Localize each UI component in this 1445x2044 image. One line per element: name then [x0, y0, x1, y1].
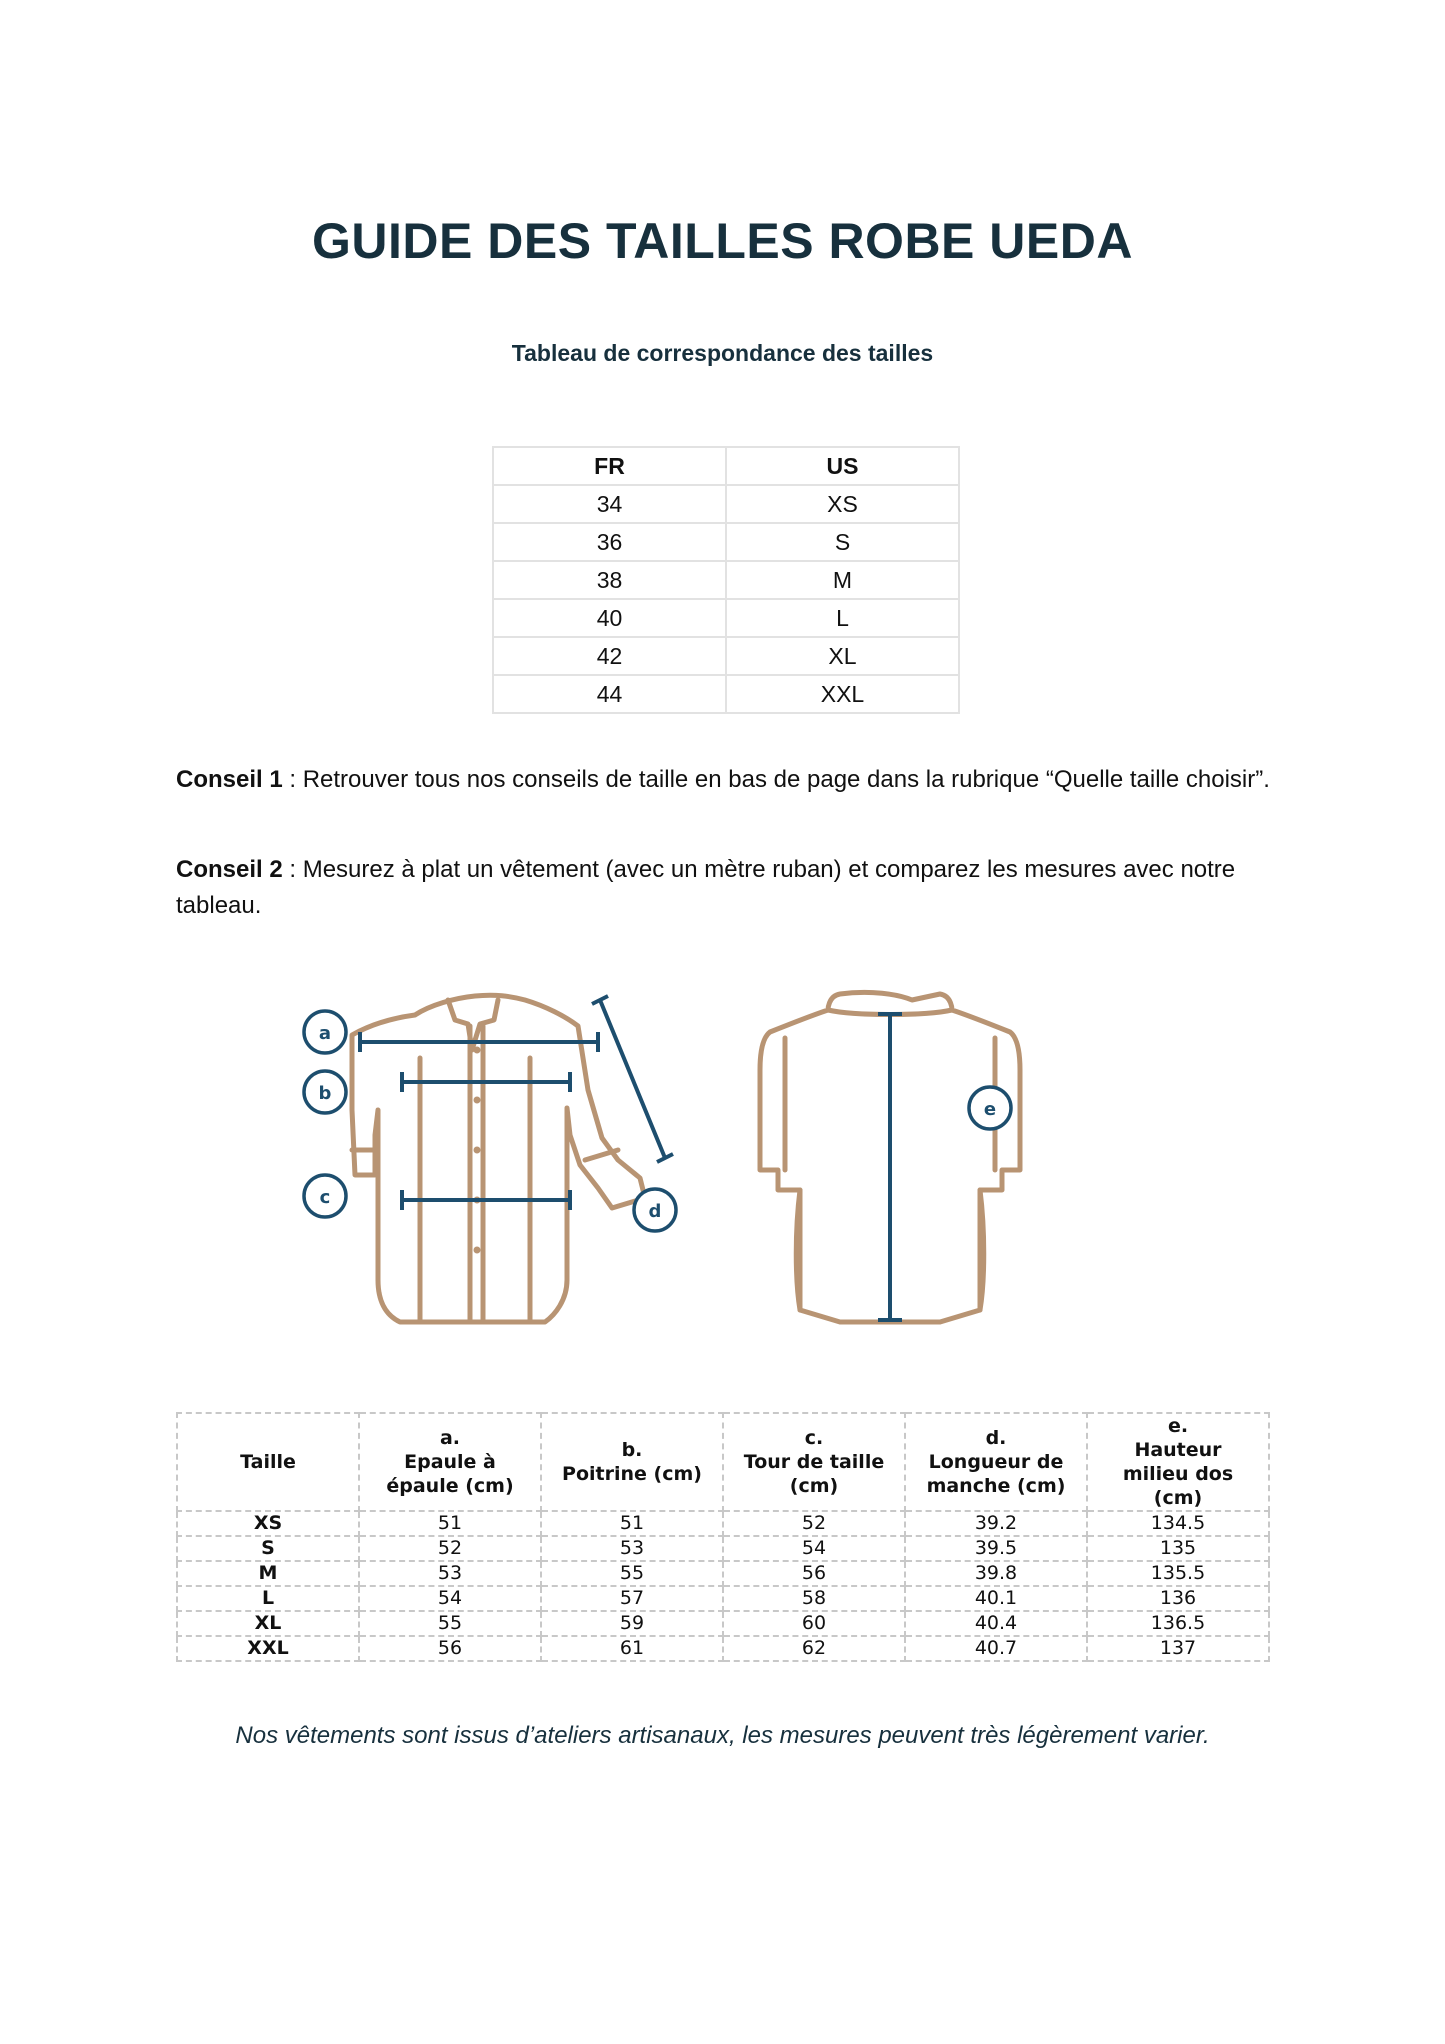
cell-c: 60 [723, 1611, 905, 1636]
table-row [493, 637, 959, 675]
table-header-row [493, 447, 959, 485]
header-taille [177, 1413, 359, 1511]
cell-d: 39.5 [905, 1536, 1087, 1561]
correspondence-table [492, 446, 960, 714]
cell-taille: XS [177, 1511, 359, 1536]
cell-a: 55 [359, 1611, 541, 1636]
marker-d-label: d [648, 1201, 662, 1222]
cell-e: 136 [1087, 1586, 1269, 1611]
header-tour-taille-text: c. Tour de taille (cm) [743, 1427, 885, 1497]
cell-b: 61 [541, 1636, 723, 1661]
marker-b-icon [304, 1071, 346, 1113]
cell-us: L [726, 599, 959, 637]
size-measurements-table [176, 1412, 1270, 1662]
header-poitrine [541, 1413, 723, 1511]
front-buttons [474, 1047, 481, 1254]
cell-e: 135 [1087, 1536, 1269, 1561]
advice-1-text: : Retrouver tous nos conseils de taille en bas de page dans la rubrique “Quelle taille choisir”. [282, 766, 1270, 793]
cell-taille: M [177, 1561, 359, 1586]
table-row [493, 599, 959, 637]
marker-e-label: e [983, 1099, 997, 1120]
cell-taille: XXL [177, 1636, 359, 1661]
front-measure-lines [360, 996, 673, 1210]
marker-c-label: c [319, 1187, 331, 1208]
cell-taille: L [177, 1586, 359, 1611]
cell-us: XS [726, 485, 959, 523]
marker-c-icon [304, 1175, 346, 1217]
cell-c: 58 [723, 1586, 905, 1611]
correspondence-subtitle: Tableau de correspondance des tailles [511, 340, 934, 366]
table-row [177, 1561, 1269, 1586]
cell-fr: 36 [493, 523, 726, 561]
cell-fr: 42 [493, 637, 726, 675]
header-longueur-manche [905, 1413, 1087, 1511]
marker-d-icon [634, 1189, 676, 1231]
cell-d: 39.8 [905, 1561, 1087, 1586]
cell-us: S [726, 523, 959, 561]
cell-a: 53 [359, 1561, 541, 1586]
cell-c: 52 [723, 1511, 905, 1536]
cell-us: M [726, 561, 959, 599]
cell-e: 135.5 [1087, 1561, 1269, 1586]
cell-a: 52 [359, 1536, 541, 1561]
table-row [493, 485, 959, 523]
cell-d: 39.2 [905, 1511, 1087, 1536]
cell-d: 40.4 [905, 1611, 1087, 1636]
cell-b: 57 [541, 1586, 723, 1611]
cell-d: 40.1 [905, 1586, 1087, 1611]
header-longueur-manche-text: d. Longueur de manche (cm) [926, 1427, 1066, 1497]
table-row [493, 523, 959, 561]
marker-b-label: b [318, 1083, 332, 1104]
header-hauteur-dos-text: e. Hauteur milieu dos (cm) [1122, 1415, 1234, 1509]
cell-us: XL [726, 637, 959, 675]
cell-taille: XL [177, 1611, 359, 1636]
header-fr: FR [493, 447, 726, 485]
cell-e: 134.5 [1087, 1511, 1269, 1536]
cell-b: 59 [541, 1611, 723, 1636]
cell-b: 53 [541, 1536, 723, 1561]
back-measure-line [878, 1014, 902, 1320]
cell-fr: 34 [493, 485, 726, 523]
cell-b: 55 [541, 1561, 723, 1586]
advice-2-label: Conseil 2 [176, 856, 283, 883]
cell-fr: 44 [493, 675, 726, 713]
table-row [177, 1611, 1269, 1636]
cell-c: 56 [723, 1561, 905, 1586]
cell-a: 51 [359, 1511, 541, 1536]
table-row [177, 1511, 1269, 1536]
advice-1 [176, 762, 1286, 798]
table-row [177, 1586, 1269, 1611]
cell-e: 137 [1087, 1636, 1269, 1661]
cell-us: XXL [726, 675, 959, 713]
front-dress-illustration [352, 995, 645, 1322]
marker-a-icon [304, 1011, 346, 1053]
table-header-row [177, 1413, 1269, 1511]
marker-a-label: a [318, 1023, 332, 1044]
table-row [493, 675, 959, 713]
marker-e-icon [969, 1087, 1011, 1129]
header-hauteur-dos [1087, 1413, 1269, 1511]
table-row [177, 1636, 1269, 1661]
header-us: US [726, 447, 959, 485]
measurement-diagram [280, 960, 1100, 1380]
advice-1-label: Conseil 1 [176, 766, 283, 793]
cell-c: 62 [723, 1636, 905, 1661]
header-epaule [359, 1413, 541, 1511]
cell-a: 56 [359, 1636, 541, 1661]
advice-2-text: : Mesurez à plat un vêtement (avec un mètre ruban) et comparez les mesures avec notre tableau. [176, 856, 1236, 919]
header-poitrine-text: b. Poitrine (cm) [562, 1439, 702, 1485]
advice-2 [176, 852, 1286, 924]
header-tour-taille [723, 1413, 905, 1511]
cell-e: 136.5 [1087, 1611, 1269, 1636]
footer-note: Nos vêtements sont issus d’ateliers artisanaux, les mesures peuvent très légèrement varier. [235, 1722, 1210, 1749]
cell-taille: S [177, 1536, 359, 1561]
cell-b: 51 [541, 1511, 723, 1536]
cell-fr: 40 [493, 599, 726, 637]
table-row [177, 1536, 1269, 1561]
cell-d: 40.7 [905, 1636, 1087, 1661]
cell-c: 54 [723, 1536, 905, 1561]
cell-fr: 38 [493, 561, 726, 599]
cell-a: 54 [359, 1586, 541, 1611]
page-title: GUIDE DES TAILLES ROBE UEDA [312, 213, 1133, 269]
header-epaule-text: a. Epaule à épaule (cm) [386, 1427, 514, 1497]
table-row [493, 561, 959, 599]
header-taille-text: Taille [240, 1451, 296, 1473]
